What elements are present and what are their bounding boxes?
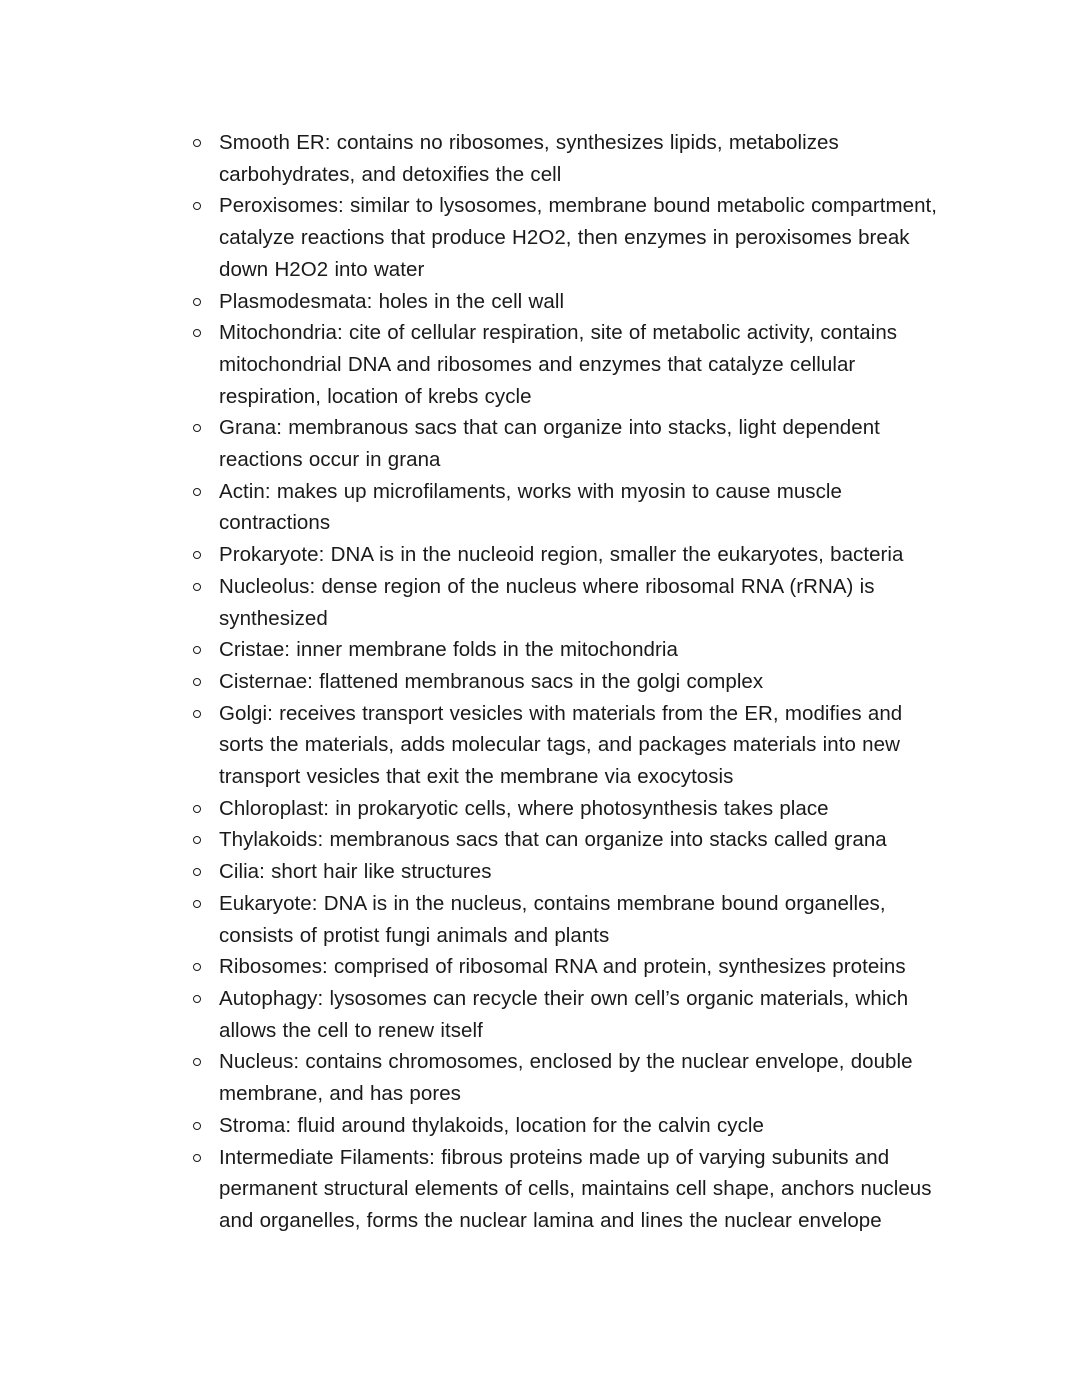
list-item-text: Thylakoids: membranous sacs that can organize into stacks called grana <box>219 828 887 852</box>
list-item-text: Stroma: fluid around thylakoids, location for the calvin cycle <box>219 1113 764 1137</box>
list-item-text: Actin: makes up microfilaments, works with myosin to cause muscle contractions <box>219 479 842 535</box>
list-item-text: Ribosomes: comprised of ribosomal RNA and protein, synthesizes proteins <box>219 955 906 979</box>
list-item-text: Grana: membranous sacs that can organize into stacks, light dependent reactions occur in grana <box>219 416 880 472</box>
hollow-bullet-icon <box>193 805 201 813</box>
list-item <box>190 983 950 1046</box>
list-item <box>190 412 950 475</box>
list-item-text: Peroxisomes: similar to lysosomes, membrane bound metabolic compartment, catalyze reactions that produce H2O2, then enzymes in peroxisomes break down H2O2 into water <box>219 194 938 281</box>
hollow-bullet-icon <box>193 298 201 306</box>
list-item-text: Smooth ER: contains no ribosomes, synthesizes lipids, metabolizes carbohydrates, and detoxifies the cell <box>219 131 839 186</box>
list-item <box>190 793 950 825</box>
list-item-text: Golgi: receives transport vesicles with materials from the ER, modifies and sorts the materials, adds molecular tags, and packages materials into new transport vesicles that exit the membrane via exocytosis <box>219 701 903 789</box>
hollow-bullet-icon <box>193 995 201 1003</box>
list-item <box>190 888 950 951</box>
hollow-bullet-icon <box>193 868 201 876</box>
list-item <box>190 951 950 983</box>
list-item <box>190 1046 950 1109</box>
list-item <box>190 190 950 285</box>
list-item-text: Nucleolus: dense region of the nucleus where ribosomal RNA (rRNA) is synthesized <box>219 574 875 630</box>
hollow-bullet-icon <box>193 1122 201 1130</box>
list-item-text: Cristae: inner membrane folds in the mitochondria <box>219 638 678 662</box>
list-item-text: Cisternae: flattened membranous sacs in the golgi complex <box>219 669 764 693</box>
hollow-bullet-icon <box>193 836 201 844</box>
hollow-bullet-icon <box>193 488 201 496</box>
list-item <box>190 1142 950 1237</box>
list-item <box>190 824 950 856</box>
hollow-bullet-icon <box>193 139 201 147</box>
hollow-bullet-icon <box>193 646 201 654</box>
list-item-text: Eukaryote: DNA is in the nucleus, contains membrane bound organelles, consists of protist fungi animals and plants <box>219 891 886 947</box>
notes-list <box>190 127 950 1237</box>
list-item <box>190 317 950 412</box>
hollow-bullet-icon <box>193 1154 201 1162</box>
list-item-text: Intermediate Filaments: fibrous proteins made up of varying subunits and permanent structural elements of cells, maintains cell shape, anchors nucleus and organelles, forms the nuclear lamina and lines the nuclear envelope <box>219 1145 932 1232</box>
hollow-bullet-icon <box>193 202 201 210</box>
hollow-bullet-icon <box>193 678 201 686</box>
list-item <box>190 539 950 571</box>
list-item <box>190 698 950 793</box>
hollow-bullet-icon <box>193 583 201 591</box>
hollow-bullet-icon <box>193 424 201 432</box>
list-item-text: Nucleus: contains chromosomes, enclosed by the nuclear envelope, double membrane, and has pores <box>219 1050 913 1106</box>
list-item-text: Prokaryote: DNA is in the nucleoid region, smaller the eukaryotes, bacteria <box>219 543 904 567</box>
hollow-bullet-icon <box>193 710 201 718</box>
list-item-text: Chloroplast: in prokaryotic cells, where photosynthesis takes place <box>219 796 829 820</box>
hollow-bullet-icon <box>193 963 201 971</box>
list-item <box>190 127 950 190</box>
list-item-text: Plasmodesmata: holes in the cell wall <box>219 289 565 313</box>
list-item-text: Cilia: short hair like structures <box>219 860 492 884</box>
hollow-bullet-icon <box>193 1058 201 1066</box>
hollow-bullet-icon <box>193 551 201 559</box>
hollow-bullet-icon <box>193 900 201 908</box>
list-item <box>190 571 950 634</box>
list-item <box>190 634 950 666</box>
list-item-text: Mitochondria: cite of cellular respiration, site of metabolic activity, contains mitochondrial DNA and ribosomes and enzymes that catalyze cellular respiration, location of krebs cycle <box>219 321 898 408</box>
list-item <box>190 476 950 539</box>
list-item <box>190 856 950 888</box>
list-item-text: Autophagy: lysosomes can recycle their own cell’s organic materials, which allows the cell to renew itself <box>219 986 909 1042</box>
list-item <box>190 286 950 318</box>
hollow-bullet-icon <box>193 329 201 337</box>
list-item <box>190 1110 950 1142</box>
list-item <box>190 666 950 698</box>
